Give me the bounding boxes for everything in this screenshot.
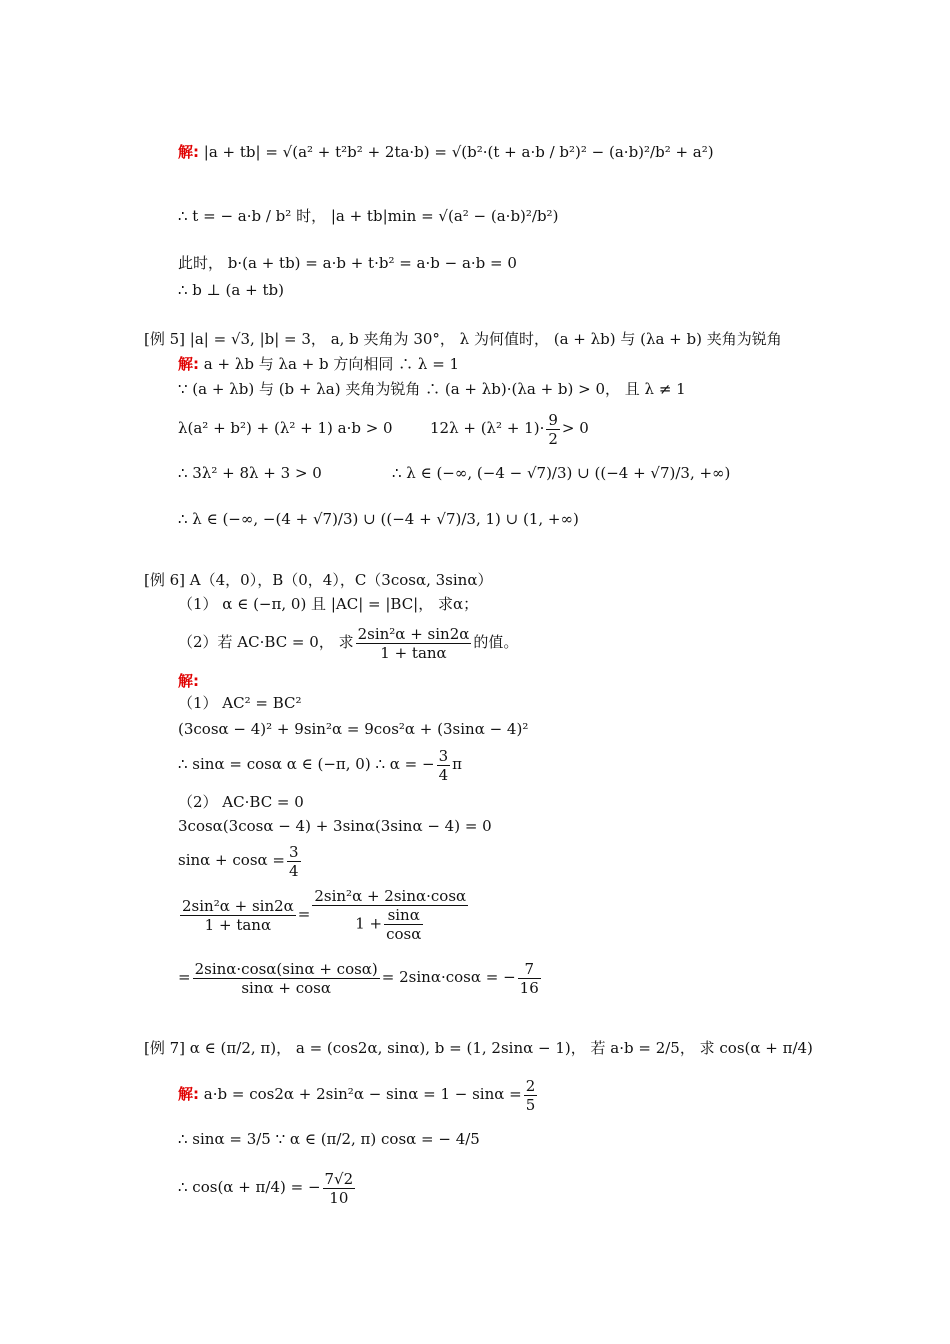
ex5-title: [例 5] |a| = √3, |b| = 3， a, b 夹角为 30°， λ 为何值时， (a + λb) 与 (λa + b) 夹角为锐角	[144, 330, 782, 348]
ex6-q2-end: 的值。	[473, 633, 519, 651]
ex5-line-4b: ∴ λ ∈ (−∞, (−4 − √7)/3) ∪ ((−4 + √7)/3, +∞)	[392, 464, 731, 482]
ex6-sol-8-mid: = 2sinα·cosα = −	[381, 968, 516, 986]
denominator: sinα + cosα	[241, 978, 332, 997]
solve-label: 解:	[178, 355, 199, 373]
ex4-eq-1: |a + tb| = √(a² + t²b² + 2ta·b) = √(b²·(t + a·b / b²)² − (a·b)²/b² + a²)	[203, 143, 714, 161]
ex6-sol-6-text: sinα + cosα =	[178, 851, 285, 869]
denominator: 10	[329, 1188, 349, 1207]
fraction	[193, 960, 380, 997]
denominator: 4	[289, 861, 299, 880]
denominator: cosα	[386, 925, 422, 943]
ex6-sol-7	[178, 884, 470, 944]
ex5-eq-1: a + λb 与 λa + b 方向相同 ∴ λ = 1	[203, 355, 460, 373]
numerator: 2sin²α + sin2α	[182, 896, 294, 915]
fraction	[437, 747, 451, 784]
equals-sign: =	[178, 968, 191, 986]
denominator: 16	[519, 978, 539, 997]
ex6-q2-text: （2）若 AC·BC = 0， 求	[178, 633, 354, 651]
ex5-line-4a: ∴ 3λ² + 8λ + 3 > 0	[178, 464, 322, 482]
ex6-sol-4: （2） AC·BC = 0	[178, 793, 304, 811]
numerator: 2	[525, 1076, 536, 1095]
fraction	[323, 1170, 356, 1207]
ex7-title: [例 7] α ∈ (π/2, π)， a = (cos2α, sinα), b = (1, 2sinα − 1)， 若 a·b = 2/5， 求 cos(α + π/4)	[144, 1039, 813, 1057]
denominator: 5	[525, 1095, 536, 1114]
fraction	[518, 960, 541, 997]
ex7-line-2: ∴ sinα = 3/5 ∵ α ∈ (π/2, π) cosα = − 4/5	[178, 1130, 480, 1148]
numerator: sinα	[384, 906, 423, 925]
ex4-line-4: ∴ b ⊥ (a + tb)	[178, 281, 284, 299]
ex6-sol-3-text: ∴ sinα = cosα α ∈ (−π, 0) ∴ α = −	[178, 755, 435, 773]
numerator: 9	[548, 410, 558, 429]
ex6-sol-3-end: π	[452, 755, 462, 773]
equals-sign: =	[297, 905, 311, 923]
denominator: 4	[438, 765, 449, 784]
denominator	[312, 906, 468, 943]
ex4-line-3: 此时， b·(a + tb) = a·b + t·b² = a·b − a·b = 0	[178, 254, 517, 272]
fraction	[546, 411, 560, 448]
numerator: 2sin²α + 2sinα·cosα	[314, 887, 467, 905]
solve-label: 解:	[178, 143, 199, 161]
ex6-sol-2: (3cosα − 4)² + 9sin²α = 9cos²α + (3sinα − 4)²	[178, 720, 529, 738]
denominator: 1 + tanα	[204, 915, 272, 934]
ex5-line-3b	[430, 403, 589, 453]
solve-label: 解:	[178, 1085, 199, 1103]
ex6-title: [例 6] A（4，0），B（0，4），C（3cosα, 3sinα）	[144, 571, 493, 589]
denominator: 2	[548, 429, 558, 448]
numerator: 3	[438, 746, 449, 765]
fraction	[524, 1077, 538, 1114]
ex4-line-1	[178, 141, 714, 163]
ex6-question-2	[178, 620, 518, 664]
ex6-sol-3	[178, 742, 462, 786]
ex6-question-1: （1） α ∈ (−π, 0) 且 |AC| = |BC|， 求α；	[178, 595, 479, 613]
ex7-eq-1: a·b = cos2α + 2sin²α − sinα = 1 − sinα =	[203, 1085, 522, 1103]
denominator-prefix: 1 +	[355, 914, 383, 933]
ex5-eq-3b: 12λ + (λ² + 1)·	[430, 419, 545, 437]
ex5-line-3a: λ(a² + b²) + (λ² + 1) a·b > 0	[178, 419, 393, 437]
solve-label: 解:	[178, 672, 199, 690]
ex6-sol-6	[178, 838, 303, 882]
ex7-line-3	[178, 1165, 357, 1209]
numerator: 7	[518, 960, 541, 979]
numerator: 3	[289, 842, 299, 861]
fraction	[356, 625, 472, 662]
ex5-line-5: ∴ λ ∈ (−∞, −(4 + √7)/3) ∪ ((−4 + √7)/3, 1) ∪ (1, +∞)	[178, 510, 579, 528]
ex5-line-1	[178, 353, 459, 375]
fraction	[287, 843, 301, 880]
ex5-line-2: ∵ (a + λb) 与 (b + λa) 夹角为锐角 ∴ (a + λb)·(λa + b) > 0， 且 λ ≠ 1	[178, 380, 686, 398]
fraction	[384, 906, 423, 943]
denominator: 1 + tanα	[380, 643, 447, 662]
numerator: 2sinα·cosα(sinα + cosα)	[194, 959, 378, 978]
fraction	[180, 897, 296, 934]
numerator: 2sin²α + sin2α	[357, 624, 470, 643]
numerator: 7√2	[324, 1169, 354, 1188]
ex5-eq-3b-end: > 0	[561, 419, 589, 437]
ex4-line-2: ∴ t = − a·b / b² 时， |a + tb|min = √(a² − (a·b)²/b²)	[178, 207, 559, 225]
ex6-sol-5: 3cosα(3cosα − 4) + 3sinα(3sinα − 4) = 0	[178, 817, 492, 835]
ex6-solve	[178, 670, 199, 692]
ex6-sol-1: （1） AC² = BC²	[178, 694, 302, 712]
ex6-sol-8	[178, 952, 543, 1002]
ex7-eq-3: ∴ cos(α + π/4) = −	[178, 1178, 321, 1196]
fraction	[312, 887, 468, 943]
ex7-line-1	[178, 1072, 539, 1116]
